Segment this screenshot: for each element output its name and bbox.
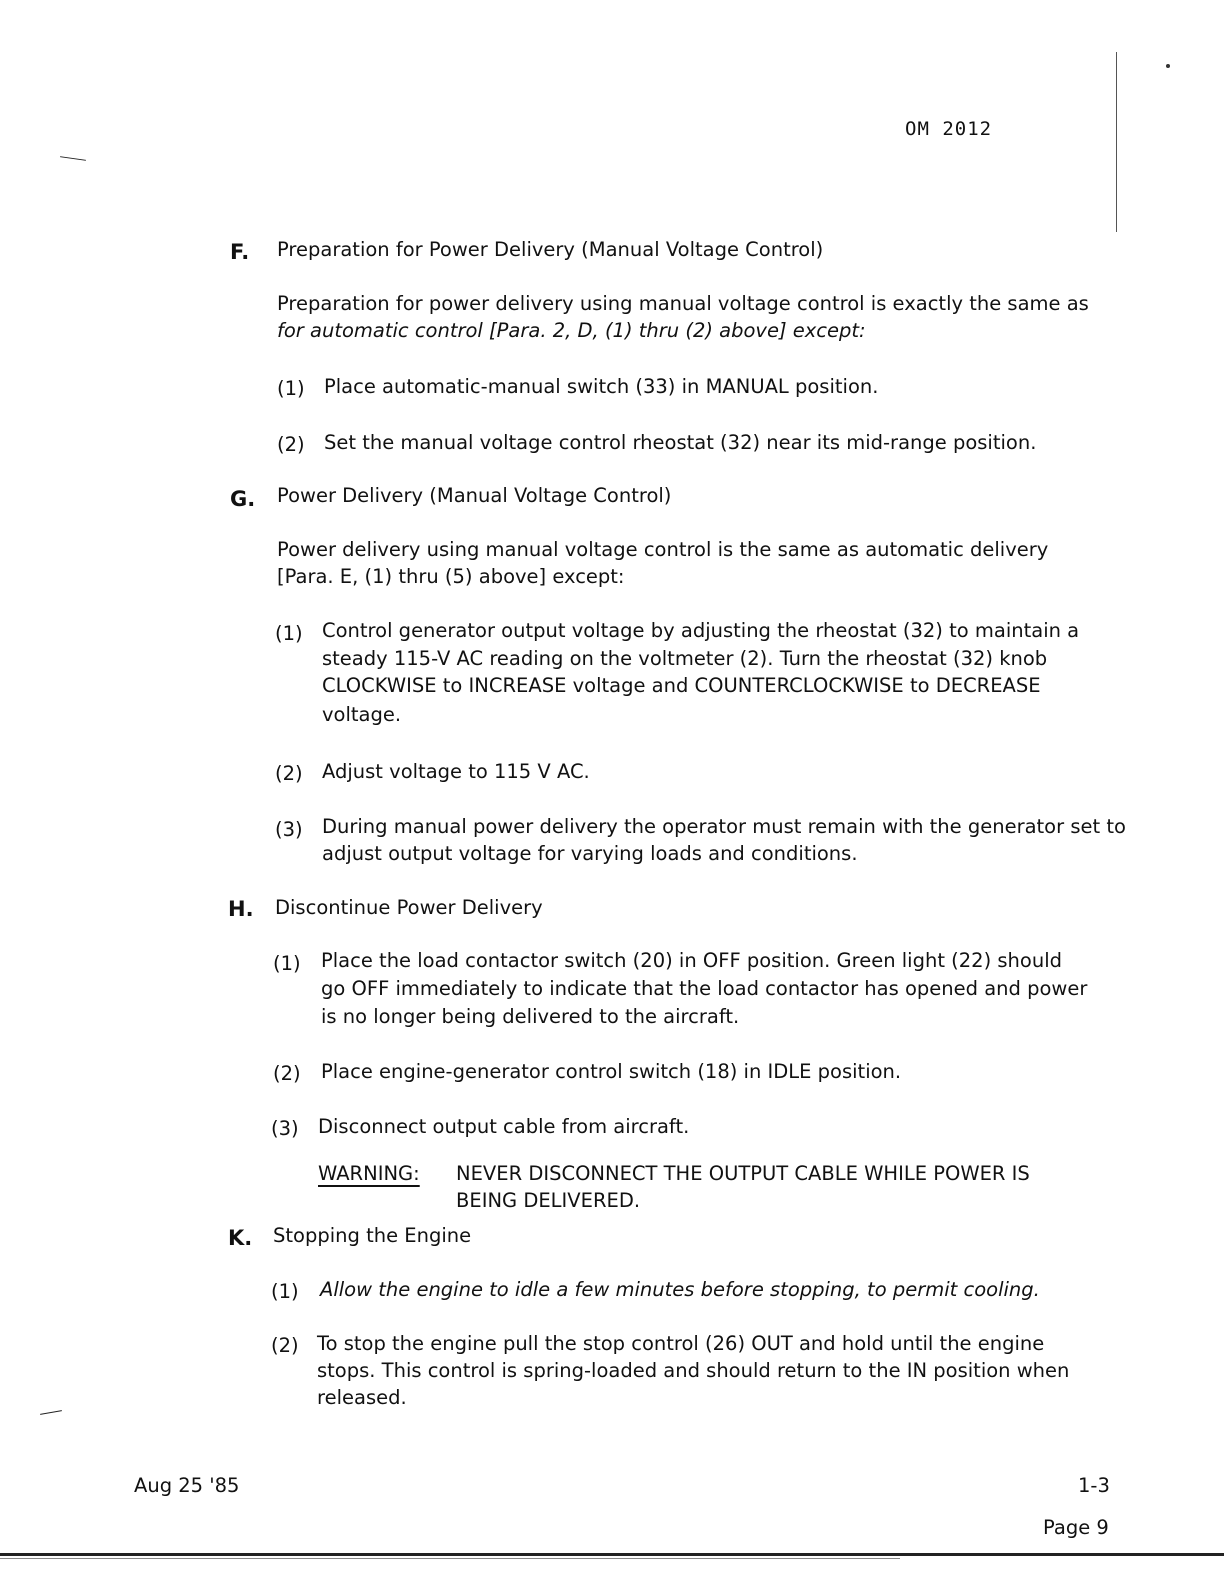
section-h-item-text: Disconnect output cable from aircraft. xyxy=(318,1115,690,1138)
section-g-item-number: (3) xyxy=(275,818,303,841)
section-g-item-text: voltage. xyxy=(322,703,402,726)
section-g-item-text: CLOCKWISE to INCREASE voltage and COUNTERCLOCKWISE to DECREASE xyxy=(322,674,1041,697)
section-h-item-text: go OFF immediately to indicate that the load contactor has opened and power xyxy=(321,977,1088,1000)
section-h-item-number: (3) xyxy=(271,1117,299,1140)
section-k-item-text: To stop the engine pull the stop control (26) OUT and hold until the engine xyxy=(317,1332,1045,1355)
section-g-item-text: During manual power delivery the operator must remain with the generator set to xyxy=(322,815,1126,838)
scan-edge-line xyxy=(1116,52,1117,232)
section-h-item-text: is no longer being delivered to the aircraft. xyxy=(321,1005,740,1028)
section-f-item-number: (1) xyxy=(277,377,305,400)
section-k-letter: K. xyxy=(228,1226,253,1250)
scan-bottom-rule xyxy=(0,1553,1224,1556)
section-h-item-number: (2) xyxy=(273,1062,301,1085)
section-g-item-number: (2) xyxy=(275,762,303,785)
section-g-title: Power Delivery (Manual Voltage Control) xyxy=(277,484,672,507)
footer-date: Aug 25 '85 xyxy=(134,1474,240,1497)
section-f-intro-line: for automatic control [Para. 2, D, (1) thru (2) above] except: xyxy=(277,319,866,342)
section-f-title: Preparation for Power Delivery (Manual Voltage Control) xyxy=(277,238,824,261)
section-h-item-number: (1) xyxy=(273,952,301,975)
footer-page-number: Page 9 xyxy=(1043,1516,1109,1539)
scan-mark xyxy=(40,1410,62,1415)
warning-text: BEING DELIVERED. xyxy=(456,1189,641,1212)
section-f-item-number: (2) xyxy=(277,433,305,456)
section-g-intro-line: [Para. E, (1) thru (5) above] except: xyxy=(277,565,625,588)
section-f-letter: F. xyxy=(230,240,250,264)
section-f-intro-line: Preparation for power delivery using manual voltage control is exactly the same as xyxy=(277,292,1089,315)
section-g-item-number: (1) xyxy=(275,622,303,645)
section-g-item-text: adjust output voltage for varying loads and conditions. xyxy=(322,842,858,865)
section-k-item-text: stops. This control is spring-loaded and should return to the IN position when xyxy=(317,1359,1070,1382)
section-k-item-text: released. xyxy=(317,1386,407,1409)
section-g-item-text: steady 115-V AC reading on the voltmeter (2). Turn the rheostat (32) knob xyxy=(322,647,1048,670)
section-h-letter: H. xyxy=(228,897,254,921)
scan-speck xyxy=(1166,64,1170,68)
section-f-item-text: Place automatic-manual switch (33) in MANUAL position. xyxy=(324,375,879,398)
section-k-title: Stopping the Engine xyxy=(273,1224,472,1247)
scan-mark xyxy=(60,156,86,161)
section-h-item-text: Place engine-generator control switch (18) in IDLE position. xyxy=(321,1060,902,1083)
scan-bottom-rule-2 xyxy=(0,1558,900,1559)
section-h-item-text: Place the load contactor switch (20) in OFF position. Green light (22) should xyxy=(321,949,1062,972)
warning-label: WARNING: xyxy=(318,1162,420,1185)
document-id: OM 2012 xyxy=(905,118,993,140)
section-g-intro-line: Power delivery using manual voltage control is the same as automatic delivery xyxy=(277,538,1049,561)
section-f-item-text: Set the manual voltage control rheostat (32) near its mid-range position. xyxy=(324,431,1037,454)
section-h-title: Discontinue Power Delivery xyxy=(275,896,543,919)
section-k-item-number: (1) xyxy=(271,1280,299,1303)
footer-section-number: 1-3 xyxy=(1078,1474,1110,1497)
section-g-item-text: Control generator output voltage by adjusting the rheostat (32) to maintain a xyxy=(322,619,1080,642)
warning-text: NEVER DISCONNECT THE OUTPUT CABLE WHILE POWER IS xyxy=(456,1162,1030,1185)
section-k-item-text: Allow the engine to idle a few minutes before stopping, to permit cooling. xyxy=(320,1278,1040,1301)
section-g-letter: G. xyxy=(230,487,256,511)
section-g-item-text: Adjust voltage to 115 V AC. xyxy=(322,760,590,783)
section-k-item-number: (2) xyxy=(271,1334,299,1357)
